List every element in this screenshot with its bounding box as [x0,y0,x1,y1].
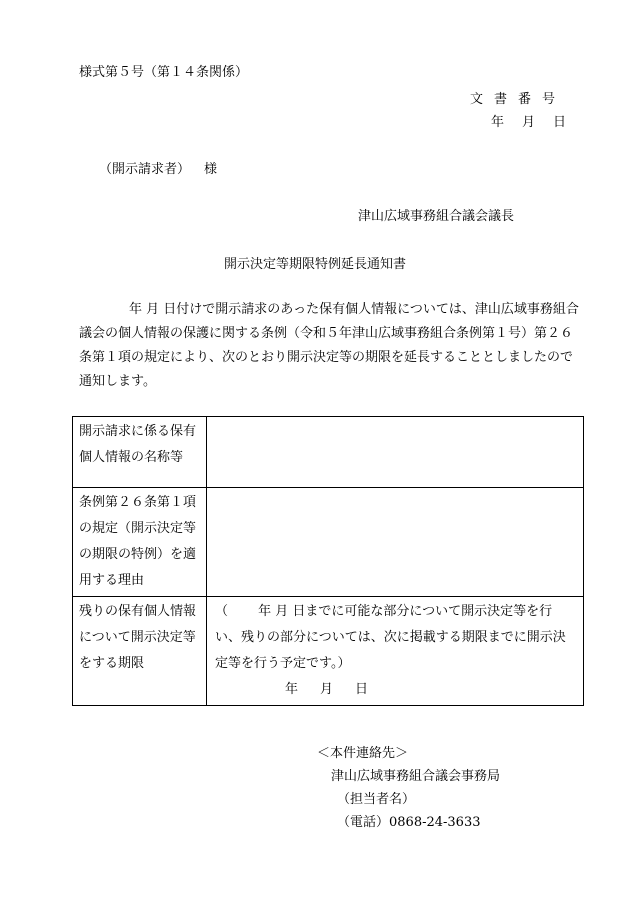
addressee-honorific: 様 [204,162,218,177]
body-text: 年 月 日付けで開示請求のあった保有個人情報については、津山広域事務組合議会の個人情報の保護に関する条例（令和５年津山広域事務組合条例第１号）第２６条第１項の規定により、次のとおり開示決定等の期限を延長することとしましたので通知します。 [79,302,579,389]
addressee [99,163,217,176]
issue-date-day: 日 [552,115,566,130]
deadline-date [215,677,577,703]
row-label: 開示請求に係る保有個人情報の名称等 [73,417,207,488]
row-label: 残りの保有個人情報について開示決定等をする期限 [73,597,207,706]
issue-date [491,116,566,129]
contact-phone: （電話）0868-24-3633 [337,815,481,830]
table-row [73,597,584,706]
issue-date-month: 月 [521,115,535,130]
contact-office: 津山広域事務組合議会事務局 [331,769,501,784]
form-number: 様式第５号（第１４条関係） [79,65,249,80]
issue-date-year: 年 [490,115,504,130]
row-label: 条例第２６条第１項の規定（開示決定等の期限の特例）を適用する理由 [73,488,207,597]
contact-block [317,742,500,834]
row-value [207,488,584,597]
contact-heading: ＜本件連絡先＞ [317,746,409,761]
deadline-text: （ 年 月 日までに可能な部分について開示決定等を行い、残りの部分については、次に掲載する期限までに開示決定等を行う予定です。） [215,604,566,671]
body-paragraph [79,298,579,394]
document-title: 開示決定等期限特例延長通知書 [223,257,406,272]
row-value [207,417,584,488]
contact-person: （担当者名） [337,792,416,807]
table-row [73,488,584,597]
deadline-day: 日 [355,682,369,697]
sender: 津山広域事務組合議会議長 [357,209,514,224]
deadline-year: 年 [285,682,299,697]
document-number-label: 文書番号 [469,92,566,107]
table-row [73,417,584,488]
info-table [72,416,584,706]
row-value [207,597,584,706]
deadline-month: 月 [320,682,334,697]
addressee-name: （開示請求者） [99,162,191,177]
